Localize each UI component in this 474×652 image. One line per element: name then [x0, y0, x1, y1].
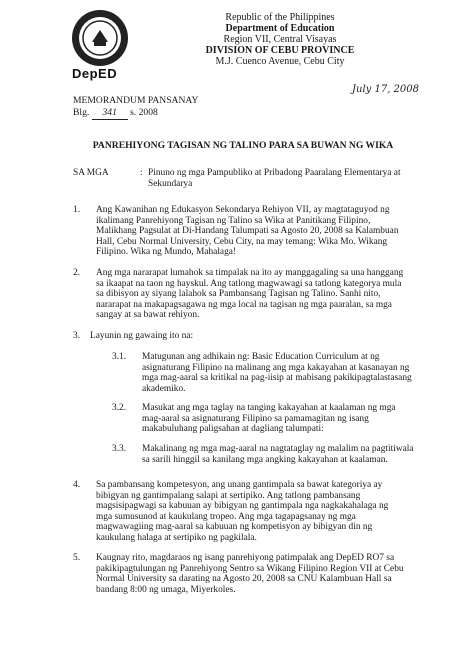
subitem-3-2-text [142, 403, 427, 435]
item-1-line: Ang Kawanihan ng Edukasyon Sekondarya Rehiyon VII, ay magtataguyod ng [96, 205, 390, 215]
memo-label: MEMORANDUM PANSANAY [73, 95, 199, 106]
subitem-3-3-line: Makalinang ng mga mag-aaral na nagtataglay ng malalim na pagtitiwala [142, 444, 414, 454]
subitem-3-2-number: 3.2. [112, 403, 127, 413]
memo-number: 341 [92, 108, 128, 120]
handwritten-date: July 17, 2008 [352, 84, 420, 95]
item-3-text: Layunin ng gawaing ito na: [90, 331, 194, 341]
letterhead-line5: M.J. Cuenco Avenue, Cebu City [215, 56, 345, 67]
subitem-3-1-number: 3.1. [112, 352, 127, 362]
letterhead [180, 12, 380, 67]
item-5-number: 5. [73, 553, 81, 563]
item-2-number: 2. [73, 268, 81, 278]
item-5-line: pakikipagtulungan ng Panrehiyong Sentro sa Wikang Filipino Region VII at Cebu [96, 563, 404, 574]
item-5-line: Kaugnay rito, magdaraos ng isang panrehiyong patimpalak ang DepED RO7 sa [96, 553, 395, 563]
subitem-3-2-line: makabuluhang paligsahan at dagliang talumpati: [142, 424, 324, 435]
subitem-3-1-line: akademiko. [142, 383, 186, 394]
item-3-number: 3. [73, 331, 81, 341]
subitem-3-1-line: mga mag-aaral sa kritikal na pag-iisip at mabisang pakikipagtalastasang [142, 373, 412, 384]
item-4-line: bibigyan ng gantimpalang salapi at sertipiko. Ang tatlong pambansang [96, 490, 361, 501]
item-2-line: nararapat na makapagsagawa ng mga local na tagisan ng mga paaralan, sa mga [96, 299, 392, 310]
item-2-line: sangay at sa bawat rehiyon. [96, 310, 200, 321]
item-2-line: sa dibisyon ay siyang lalahok sa Pambansang Tagisan ng Talino. Sanhi nito, [96, 289, 381, 300]
memo-number-line [73, 108, 158, 120]
memo-series: s. 2008 [130, 107, 158, 118]
item-2-line: Ang mga nararapat lumahok sa timpalak na ito ay manggagaling sa una hanggang [96, 268, 404, 278]
item-4-line: mga sumusunod at kaukulang tropeo. Ang mga tagapagsanay ng mga [96, 511, 356, 522]
item-5-text [96, 553, 426, 595]
deped-logo: DepED [72, 66, 118, 81]
item-4-text [96, 480, 426, 544]
subitem-3-3-number: 3.3. [112, 444, 127, 454]
letterhead-line2: Department of Education [225, 23, 335, 34]
subitem-3-2-line: Masukat ang mga taglay na tanging kakayahan at kaalaman ng mga [142, 403, 396, 413]
item-4-line: magwawagiing mag-aaral sa kabuuan ng kompetisyon ay bibigyan din ng [96, 522, 373, 533]
item-1-line: Filipino. Wika ng Mundo, Mahalaga! [96, 247, 237, 258]
letterhead-line4: DIVISION OF CEBU PROVINCE [205, 45, 355, 56]
sa-mga-line1: Pinuno ng mga Pampubliko at Pribadong Paaralang Elementarya at [148, 168, 401, 178]
subitem-3-1-line: asignaturang Filipino na malinang ang mga kakayahan at kasanayan ng [142, 362, 410, 373]
item-1-line: Malikhang Pagsulat at Di-Handang Talumpati sa Agosto 20, 2008 sa Kalambuan [96, 226, 399, 237]
subitem-3-2-line: mag-aaral sa asignaturang Filipino sa pamamagitan ng isang [142, 413, 369, 424]
sa-mga-line2: Sekundarya [148, 178, 193, 189]
item-4-line: Sa pambansang kompetesyon, ang unang gantimpala sa bawat kategoriya ay [96, 480, 383, 490]
letterhead-line3: Region VII, Central Visayas [223, 34, 337, 45]
subitem-3-1-line: Matugunan ang adhikain ng: Basic Education Curriculum at ng [142, 352, 380, 362]
sa-mga-recipients [148, 168, 428, 189]
letterhead-line1: Republic of the Philippines [225, 12, 335, 23]
item-1-line: ikalimang Panrehiyong Tagisan ng Talino sa Wika at Panitikang Filipino, [96, 215, 371, 226]
item-5-line: bandang 8:00 ng umaga, Miyerkoles. [96, 584, 236, 595]
memo-blg-label: Blg. [73, 107, 90, 118]
item-2-text [96, 268, 426, 321]
item-1-number: 1. [73, 205, 81, 215]
subitem-3-1-text [142, 352, 427, 394]
item-2-line: sa ikaapat na taon ng hayskul. Ang tatlong magwawagi sa tatlong kategorya mula [96, 278, 402, 289]
item-4-line: magsisipagwagi sa kabuuan ay bibigyan ng gantimpala nga nagkakahalaga ng [96, 501, 389, 512]
subitem-3-3-text [142, 444, 427, 465]
item-4-line: kaukulang halaga at sertipiko ng pagkilala. [96, 532, 257, 543]
item-1-text [96, 205, 426, 258]
sa-mga-label: SA MGA [73, 168, 109, 178]
item-1-line: Hall, Cebu Normal University, Cebu City, na may temang: Wika Mo. Wikang [96, 236, 388, 247]
sa-mga-colon: : [140, 168, 143, 178]
item-5-line: Normal University sa darating na Agosto 20, 2008 sa CNU Kalambuan Hall sa [96, 574, 392, 585]
item-4-number: 4. [73, 480, 81, 490]
subitem-3-3-line: sa sarili hinggil sa kanilang mga angking kakayahan at kaalaman. [142, 454, 388, 465]
document-title: PANREHIYONG TAGISAN NG TALINO PARA SA BUWAN NG WIKA [92, 140, 394, 151]
deped-seal-logo [70, 8, 130, 68]
